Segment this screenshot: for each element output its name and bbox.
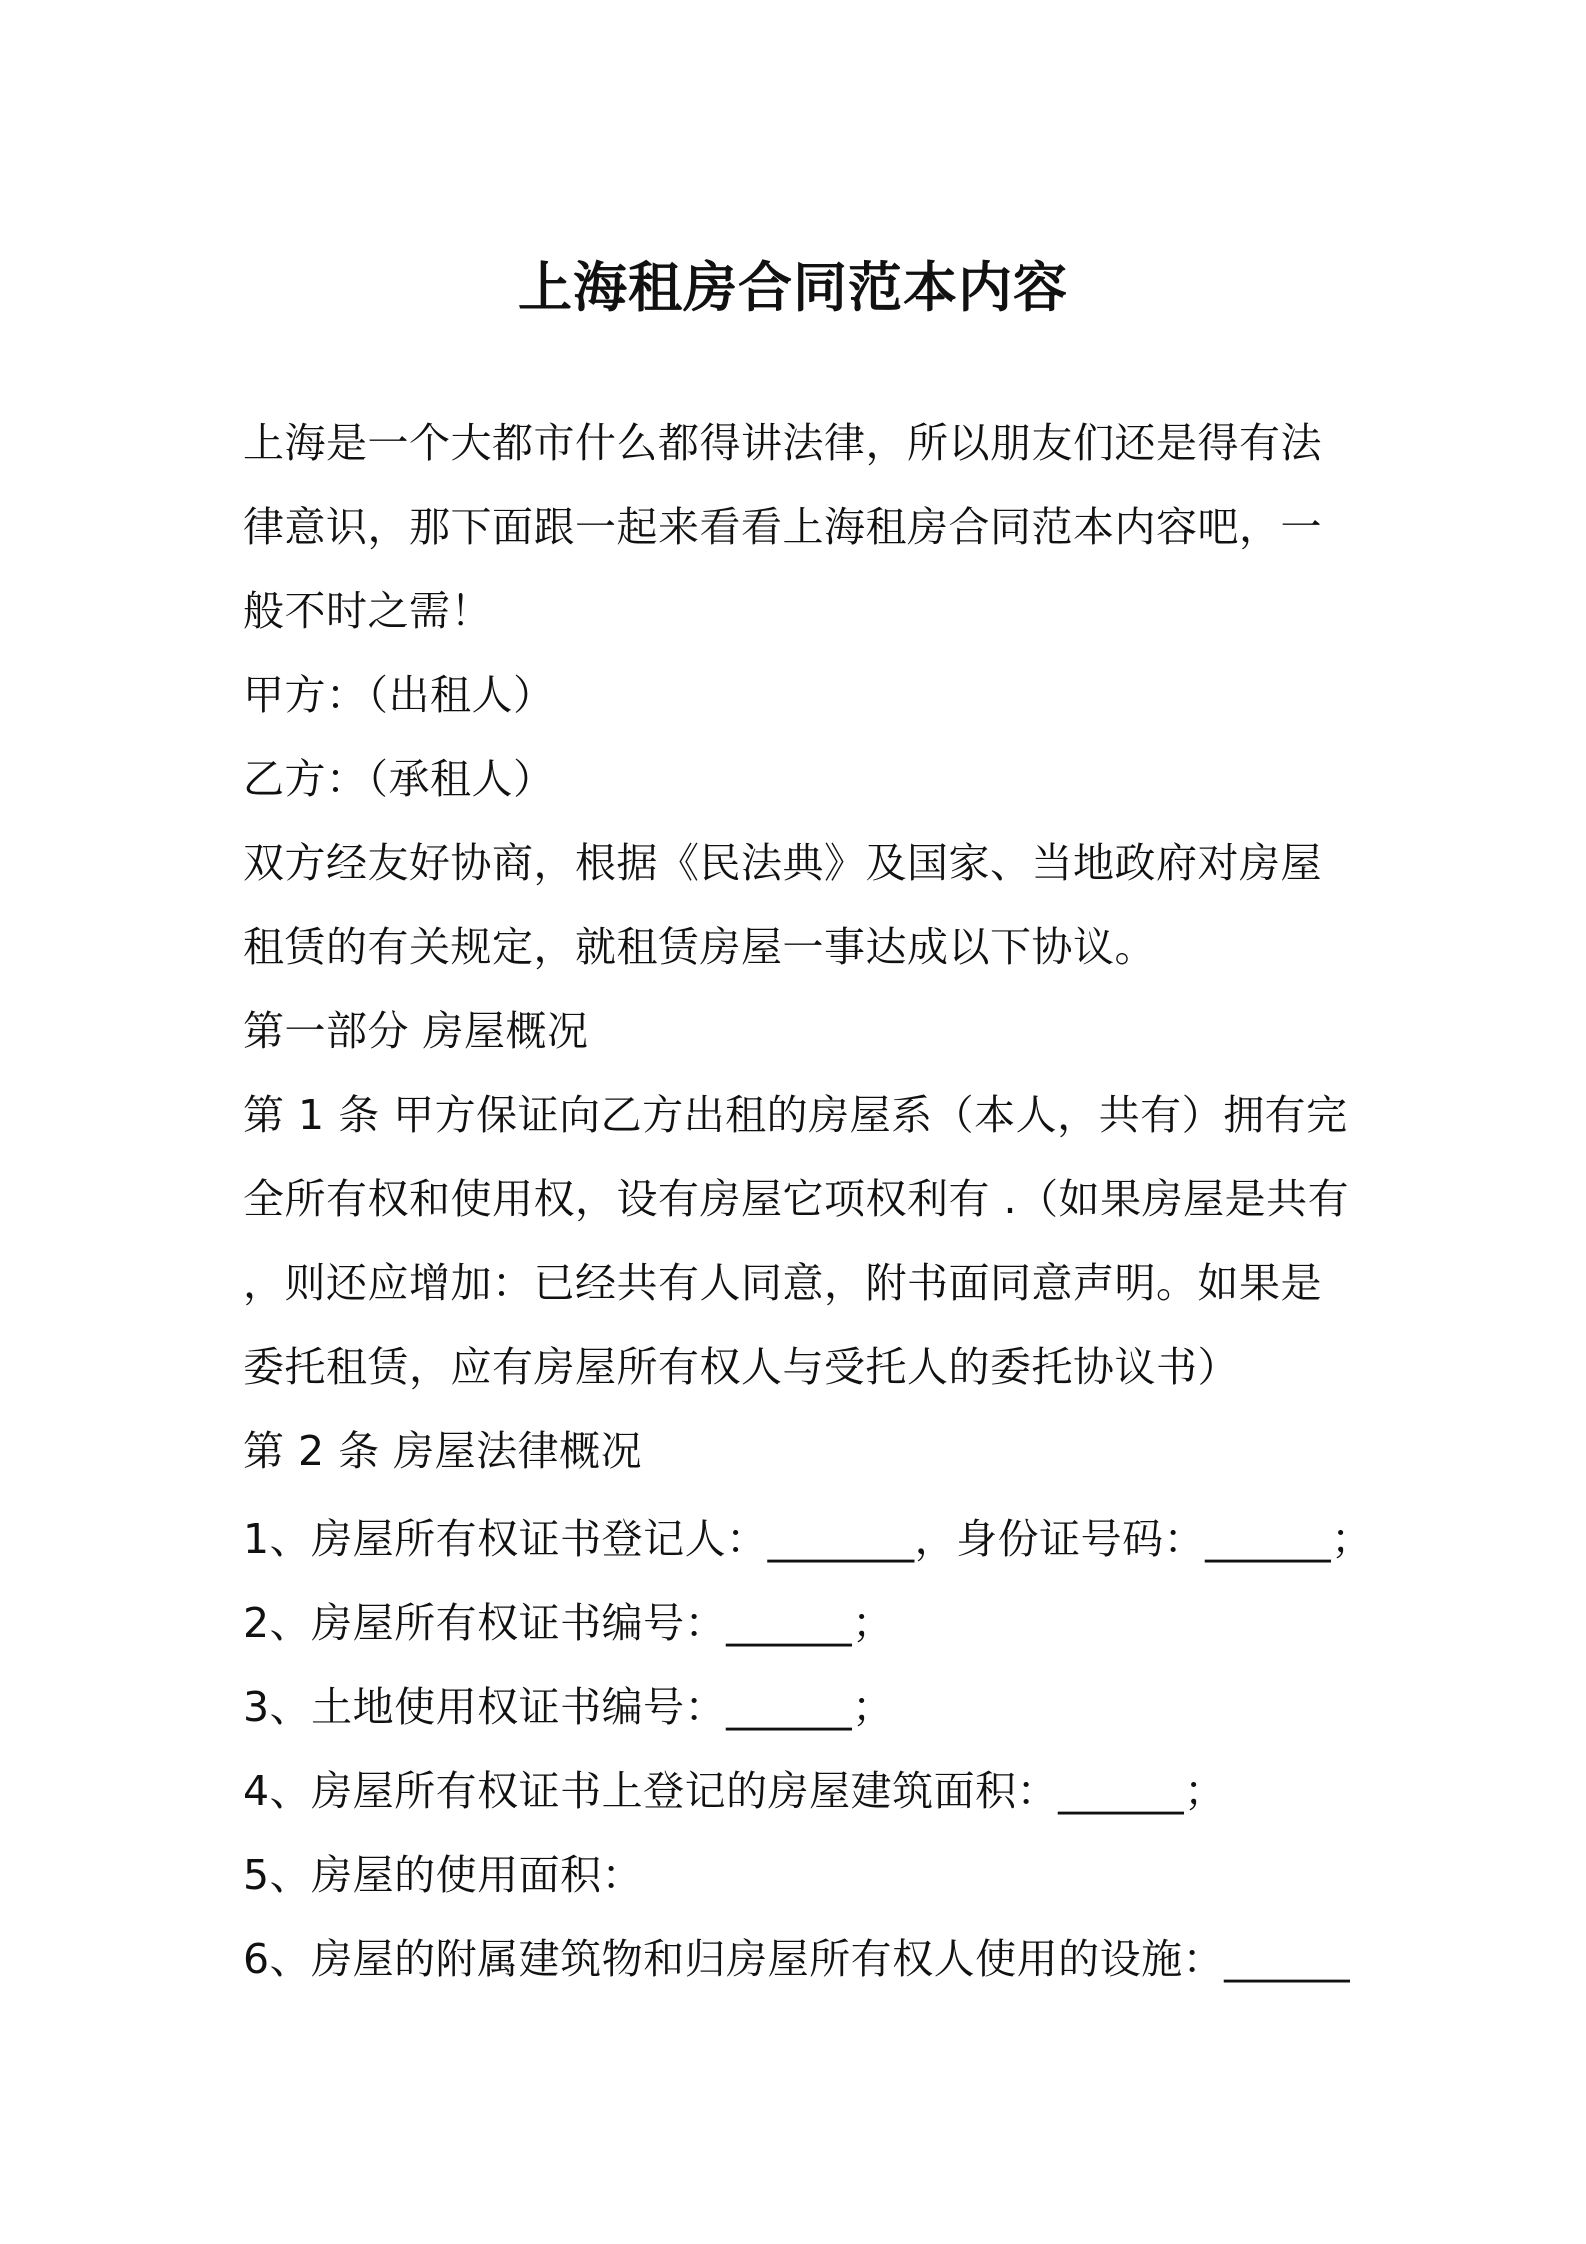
intro-line-3: 般不时之需！ — [243, 587, 492, 635]
article-2-heading: 第 2 条 房屋法律概况 — [243, 1427, 643, 1475]
list-item-6: 6、房屋的附属建筑物和归房屋所有权人使用的设施：______ — [243, 1935, 1351, 1983]
list-item-2: 2、房屋所有权证书编号：______； — [243, 1599, 894, 1647]
intro-line-2: 律意识，那下面跟一起来看看上海租房合同范本内容吧，一 — [243, 503, 1322, 551]
party-b-line: 乙方：（承租人） — [243, 755, 555, 803]
article-1-line-4: 委托租赁，应有房屋所有权人与受托人的委托协议书） — [243, 1343, 1239, 1391]
document-title: 上海租房合同范本内容 — [518, 256, 1068, 319]
article-1-line-1: 第 1 条 甲方保证向乙方出租的房屋系（本人，共有）拥有完 — [243, 1091, 1348, 1139]
agreement-line-1: 双方经友好协商，根据《民法典》及国家、当地政府对房屋 — [243, 839, 1322, 887]
list-item-1: 1、房屋所有权证书登记人：_______，身份证号码：______； — [243, 1515, 1373, 1563]
list-item-4: 4、房屋所有权证书上登记的房屋建筑面积：______； — [243, 1767, 1226, 1815]
list-item-5: 5、房屋的使用面积： — [243, 1851, 644, 1899]
party-a-line: 甲方：（出租人） — [243, 671, 555, 719]
list-item-3: 3、土地使用权证书编号：______； — [243, 1683, 894, 1731]
intro-line-1: 上海是一个大都市什么都得讲法律，所以朋友们还是得有法 — [243, 419, 1322, 467]
article-1-line-2: 全所有权和使用权，设有房屋它项权利有 .（如果房屋是共有 — [243, 1175, 1350, 1223]
agreement-line-2: 租赁的有关规定，就租赁房屋一事达成以下协议。 — [243, 923, 1156, 971]
article-1-line-3: ，则还应增加：已经共有人同意，附书面同意声明。如果是 — [243, 1259, 1322, 1307]
section-heading: 第一部分 房屋概况 — [243, 1007, 589, 1055]
